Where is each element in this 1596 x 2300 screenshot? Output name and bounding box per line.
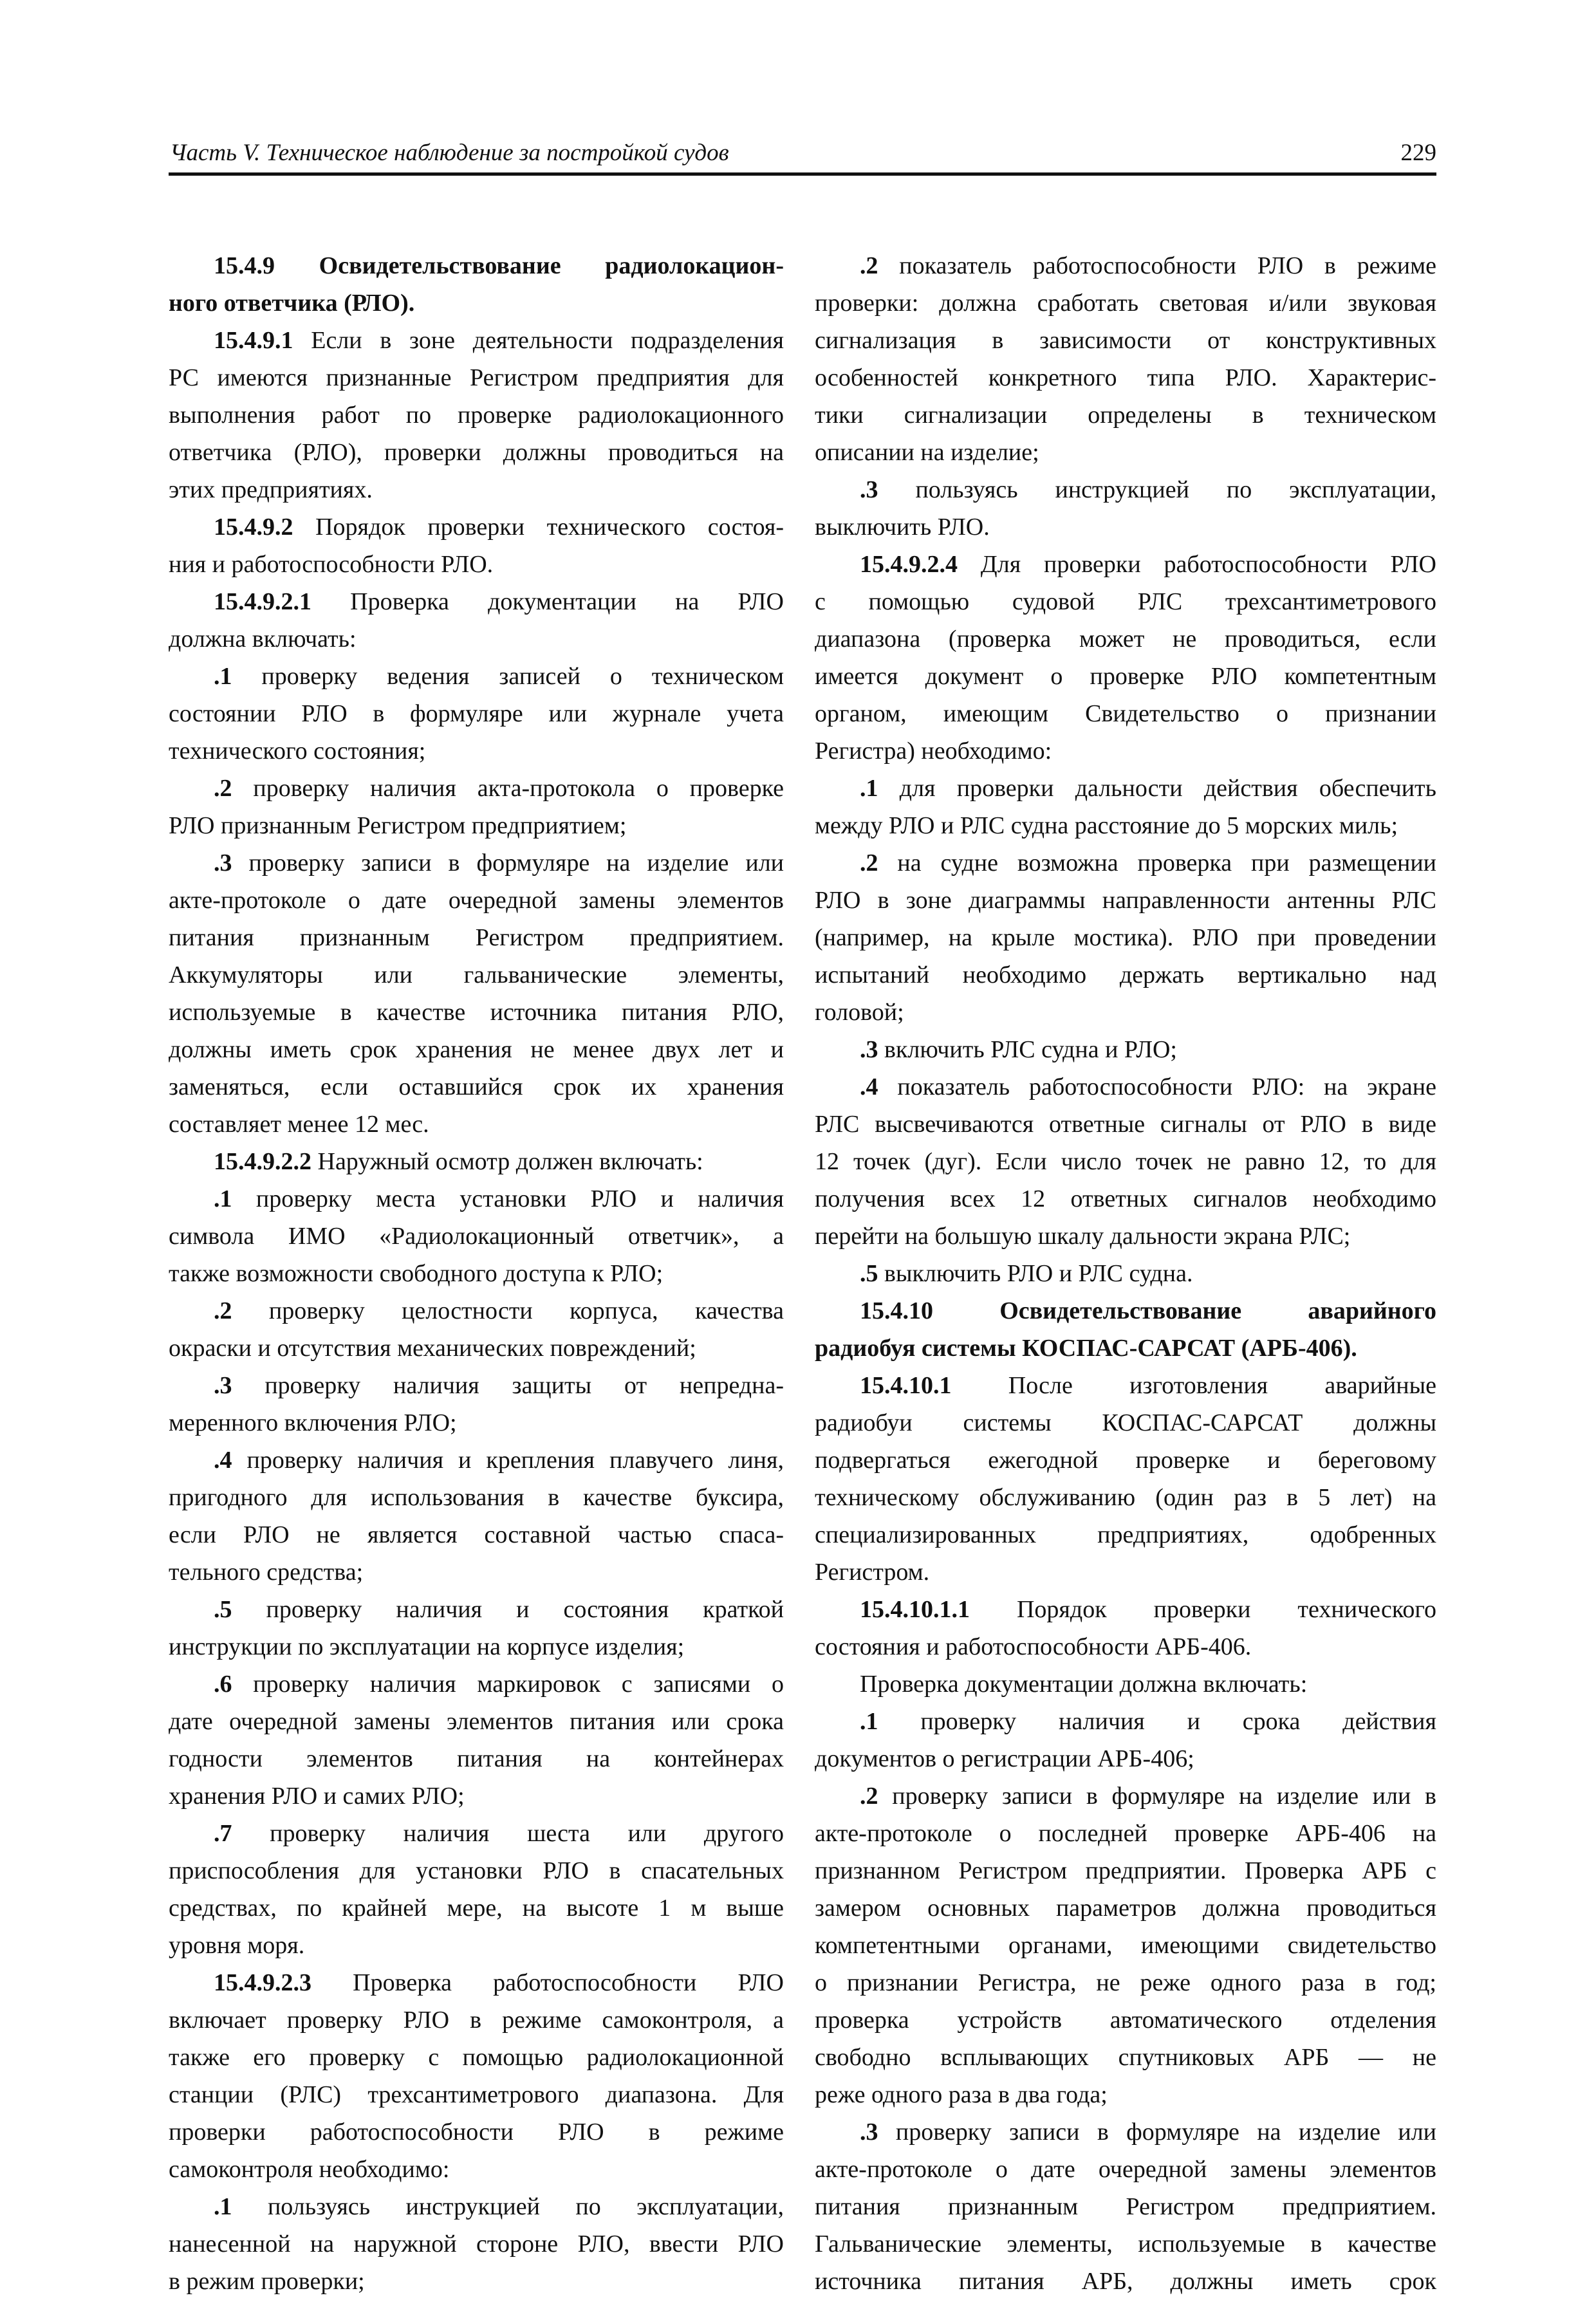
text-run: компетентными органами, имеющими свидетельство xyxy=(815,1932,1436,1959)
text-line xyxy=(815,1330,1436,1367)
text-run: 12 точек (дуг). Если число точек не равно 12, то для xyxy=(815,1148,1436,1175)
page-number: 229 xyxy=(1400,140,1436,166)
text-line xyxy=(815,1479,1436,1516)
bold-text-run: .4 xyxy=(214,1447,232,1474)
text-run: Если в зоне деятельности подразделения xyxy=(293,327,784,354)
text-run: сигнализация в зависимости от конструктивных xyxy=(815,327,1436,354)
text-line xyxy=(169,396,784,434)
text-run: проверку наличия защиты от непредна- xyxy=(232,1372,784,1399)
text-run: уровня моря. xyxy=(169,1932,305,1959)
bold-text-run: 15.4.9.1 xyxy=(214,327,293,354)
text-line xyxy=(169,2076,784,2113)
text-line xyxy=(815,1665,1436,1703)
text-run: описании на изделие; xyxy=(815,439,1039,466)
text-line xyxy=(169,882,784,919)
text-line xyxy=(169,2263,784,2300)
text-line xyxy=(169,1553,784,1591)
text-run: питания признанным Регистром предприятием. xyxy=(815,2193,1436,2220)
text-line xyxy=(169,1404,784,1442)
text-run: заменяться, если оставшийся срок их хранения xyxy=(169,1073,784,1100)
text-run: используемые в качестве источника питания РЛО, xyxy=(169,999,784,1026)
text-run: окраски и отсутствия механических повреждений; xyxy=(169,1335,696,1362)
bold-text-run: .4 xyxy=(860,1073,878,1100)
text-line xyxy=(815,770,1436,807)
text-line xyxy=(815,1964,1436,2001)
text-run: состояния и работоспособности АРБ-406. xyxy=(815,1633,1252,1660)
text-line xyxy=(169,1740,784,1777)
text-run: Проверка документации должна включать: xyxy=(860,1671,1308,1698)
bold-text-run: .1 xyxy=(214,1185,232,1212)
text-run: проверку наличия и состояния краткой xyxy=(232,1596,784,1623)
text-run: выполнения работ по проверке радиолокационного xyxy=(169,402,784,429)
text-line xyxy=(169,2039,784,2076)
bold-text-run: 15.4.10.1.1 xyxy=(860,1596,970,1623)
text-run: специализированных предприятиях, одобренных xyxy=(815,1521,1436,1548)
bold-text-run: 15.4.9.2.2 xyxy=(214,1148,311,1175)
text-line xyxy=(815,2076,1436,2113)
text-run: средствах, по крайней мере, на высоте 1 м выше xyxy=(169,1895,784,1922)
text-run: ответчика (РЛО), проверки должны проводиться на xyxy=(169,439,784,466)
text-line xyxy=(169,1852,784,1889)
bold-text-run: .3 xyxy=(860,476,878,503)
text-line xyxy=(815,919,1436,956)
text-line xyxy=(169,284,784,322)
text-line xyxy=(169,1665,784,1703)
text-run: проверка устройств автоматического отделения xyxy=(815,2007,1436,2034)
text-line xyxy=(169,2225,784,2263)
text-run: на судне возможна проверка при размещении xyxy=(878,849,1436,876)
bold-text-run: 15.4.9.2.1 xyxy=(214,588,311,615)
text-run: Регистра) необходимо: xyxy=(815,737,1052,765)
text-run: перейти на большую шкалу дальности экрана РЛС; xyxy=(815,1223,1351,1250)
bold-text-run: 15.4.9.2.4 xyxy=(860,551,958,578)
text-run: проверку наличия маркировок с записями о xyxy=(232,1671,784,1698)
text-run: проверки: должна сработать световая и/или звуковая xyxy=(815,290,1436,317)
text-line xyxy=(169,1964,784,2001)
text-line xyxy=(815,1777,1436,1815)
text-line xyxy=(815,1740,1436,1777)
text-run: выключить РЛО и РЛС судна. xyxy=(878,1260,1193,1287)
bold-text-run: .1 xyxy=(860,775,878,802)
text-line xyxy=(169,695,784,732)
text-run: Проверка работоспособности РЛО xyxy=(311,1969,784,1996)
text-run: самоконтроля необходимо: xyxy=(169,2156,450,2183)
text-line xyxy=(815,1591,1436,1628)
text-run: акте-протоколе о дате очередной замены элементов xyxy=(815,2156,1436,2183)
text-line xyxy=(169,1068,784,1106)
bold-text-run: .2 xyxy=(860,252,878,279)
text-run: проверку записи в формуляре на изделие или xyxy=(878,2119,1436,2146)
text-line xyxy=(815,1068,1436,1106)
text-line xyxy=(815,1516,1436,1553)
text-run: пригодного для использования в качестве буксира, xyxy=(169,1484,784,1511)
text-line xyxy=(815,471,1436,508)
text-line xyxy=(815,807,1436,844)
text-line xyxy=(815,546,1436,583)
text-run: питания признанным Регистром предприятием. xyxy=(169,924,784,951)
text-run: ния и работоспособности РЛО. xyxy=(169,551,494,578)
text-run: проверки работоспособности РЛО в режиме xyxy=(169,2119,784,2146)
text-run: технического состояния; xyxy=(169,737,426,765)
text-run: также возможности свободного доступа к РЛО; xyxy=(169,1260,663,1287)
text-run: акте-протоколе о последней проверке АРБ-406 на xyxy=(815,1820,1436,1847)
text-line xyxy=(815,1927,1436,1964)
text-run: для проверки дальности действия обеспечить xyxy=(878,775,1436,802)
text-line xyxy=(815,994,1436,1031)
text-line xyxy=(815,620,1436,658)
text-run: состоянии РЛО в формуляре или журнале учета xyxy=(169,700,784,727)
text-line xyxy=(169,2001,784,2039)
text-run: получения всех 12 ответных сигналов необходимо xyxy=(815,1185,1436,1212)
text-line xyxy=(169,1703,784,1740)
text-run: с помощью судовой РЛС трехсантиметрового xyxy=(815,588,1436,615)
text-run: проверку наличия и срока действия xyxy=(878,1708,1436,1735)
text-run: дате очередной замены элементов питания или срока xyxy=(169,1708,784,1735)
text-run: свободно всплывающих спутниковых АРБ — не xyxy=(815,2044,1436,2071)
text-line xyxy=(815,1703,1436,1740)
text-line xyxy=(169,770,784,807)
text-line xyxy=(169,2151,784,2188)
header-rule xyxy=(169,172,1436,176)
bold-text-run: .2 xyxy=(860,1783,878,1810)
text-run: органом, имеющим Свидетельство о признании xyxy=(815,700,1436,727)
text-run: проверку наличия и крепления плавучего линя, xyxy=(232,1447,784,1474)
text-run: проверку записи в формуляре на изделие или xyxy=(232,849,784,876)
text-run: После изготовления аварийные xyxy=(951,1372,1436,1399)
text-line xyxy=(169,807,784,844)
text-line xyxy=(169,546,784,583)
text-run: о признании Регистра, не реже одного раза в год; xyxy=(815,1969,1436,1996)
text-line xyxy=(815,2001,1436,2039)
text-run: должны иметь срок хранения не менее двух лет и xyxy=(169,1036,784,1063)
text-run: показатель работоспособности РЛО в режиме xyxy=(878,252,1436,279)
text-run: выключить РЛО. xyxy=(815,514,990,541)
text-run: Регистром. xyxy=(815,1559,930,1586)
text-run: составляет менее 12 мес. xyxy=(169,1111,429,1138)
bold-text-run: .3 xyxy=(860,1036,878,1063)
text-line xyxy=(815,2151,1436,2188)
text-line xyxy=(169,1255,784,1292)
text-line xyxy=(815,2039,1436,2076)
text-line xyxy=(815,1367,1436,1404)
text-line xyxy=(815,2263,1436,2300)
text-run: между РЛО и РЛС судна расстояние до 5 морских миль; xyxy=(815,812,1398,839)
text-run: пользуясь инструкцией по эксплуатации, xyxy=(232,2193,784,2220)
text-run: РЛС высвечиваются ответные сигналы от РЛО в виде xyxy=(815,1111,1436,1138)
text-run: проверку записи в формуляре на изделие или в xyxy=(878,1783,1436,1810)
text-line xyxy=(169,1777,784,1815)
text-run: годности элементов питания на контейнерах xyxy=(169,1745,784,1772)
text-run: должна включать: xyxy=(169,626,357,653)
text-run: Аккумуляторы или гальванические элементы, xyxy=(169,961,784,988)
text-run: тики сигнализации определены в техническом xyxy=(815,402,1436,429)
text-line xyxy=(169,1628,784,1665)
text-line xyxy=(815,359,1436,396)
text-line xyxy=(169,1180,784,1218)
bold-text-run: .3 xyxy=(860,2119,878,2146)
bold-text-run: .3 xyxy=(214,849,232,876)
text-line xyxy=(169,471,784,508)
text-run: РЛО в зоне диаграммы направленности антенны РЛС xyxy=(815,887,1436,914)
text-run: проверку наличия акта-протокола о проверке xyxy=(232,775,784,802)
bold-text-run: .2 xyxy=(860,849,878,876)
bold-text-run: .2 xyxy=(214,1297,232,1324)
text-line xyxy=(169,732,784,770)
text-line xyxy=(815,396,1436,434)
text-line xyxy=(169,1442,784,1479)
text-line xyxy=(169,2188,784,2225)
text-line xyxy=(815,1143,1436,1180)
bold-text-run: 15.4.10.1 xyxy=(860,1372,952,1399)
text-line xyxy=(169,1815,784,1852)
text-line xyxy=(815,1292,1436,1330)
text-line xyxy=(169,508,784,546)
bold-text-run: .1 xyxy=(214,2193,232,2220)
text-line xyxy=(815,1106,1436,1143)
text-line xyxy=(815,1031,1436,1068)
text-line xyxy=(169,1143,784,1180)
text-run: включает проверку РЛО в режиме самоконтроля, а xyxy=(169,2007,784,2034)
text-run: символа ИМО «Радиолокационный ответчик», а xyxy=(169,1223,784,1250)
text-run: РС имеются признанные Регистром предприятия для xyxy=(169,364,784,391)
text-line xyxy=(815,1815,1436,1852)
text-run: проверку места установки РЛО и наличия xyxy=(232,1185,784,1212)
text-line xyxy=(815,844,1436,882)
text-line xyxy=(815,732,1436,770)
bold-text-run: .5 xyxy=(860,1260,878,1287)
text-line xyxy=(169,2113,784,2151)
text-line xyxy=(169,1106,784,1143)
bold-text-run: .1 xyxy=(860,1708,878,1735)
text-run: станции (РЛС) трехсантиметрового диапазона. Для xyxy=(169,2081,784,2108)
text-line xyxy=(169,1367,784,1404)
text-run: тельного средства; xyxy=(169,1559,364,1586)
text-run: диапазона (проверка может не проводиться, если xyxy=(815,626,1436,653)
text-line xyxy=(169,994,784,1031)
text-line xyxy=(169,247,784,284)
text-run: Гальванические элементы, используемые в качестве xyxy=(815,2230,1436,2258)
text-line xyxy=(815,1180,1436,1218)
bold-text-run: ного ответчика (РЛО). xyxy=(169,290,415,317)
text-line xyxy=(815,956,1436,994)
bold-text-run: 15.4.9.2 xyxy=(214,514,293,541)
text-run: Наружный осмотр должен включать: xyxy=(311,1148,703,1175)
text-line xyxy=(169,1218,784,1255)
text-run: подвергаться ежегодной проверке и береговому xyxy=(815,1447,1436,1474)
text-run: замером основных параметров должна проводиться xyxy=(815,1895,1436,1922)
text-line xyxy=(169,322,784,359)
text-line xyxy=(169,1516,784,1553)
text-run: особенностей конкретного типа РЛО. Характерис- xyxy=(815,364,1436,391)
bold-text-run: радиобуя системы КОСПАС-САРСАТ (АРБ-406). xyxy=(815,1335,1357,1362)
text-run: проверку целостности корпуса, качества xyxy=(232,1297,784,1324)
text-run: признанном Регистром предприятии. Проверка АРБ с xyxy=(815,1857,1436,1884)
bold-text-run: 15.4.9.2.3 xyxy=(214,1969,311,1996)
text-run: Порядок проверки технического xyxy=(970,1596,1436,1623)
text-line xyxy=(169,658,784,695)
text-run: Для проверки работоспособности РЛО xyxy=(958,551,1436,578)
text-line xyxy=(169,844,784,882)
text-line xyxy=(815,1404,1436,1442)
text-line xyxy=(815,583,1436,620)
text-line xyxy=(815,2225,1436,2263)
text-run: нанесенной на наружной стороне РЛО, ввести РЛО xyxy=(169,2230,784,2258)
text-run: имеется документ о проверке РЛО компетентным xyxy=(815,663,1436,690)
bold-text-run: 15.4.10 Освидетельствование аварийного xyxy=(860,1297,1436,1324)
text-line xyxy=(815,284,1436,322)
text-line xyxy=(815,658,1436,695)
text-run: источника питания АРБ, должны иметь срок xyxy=(815,2268,1436,2295)
bold-text-run: 15.4.9 Освидетельствование радиолокацион- xyxy=(214,252,784,279)
text-run: приспособления для установки РЛО в спасательных xyxy=(169,1857,784,1884)
text-line xyxy=(815,1255,1436,1292)
text-run: РЛО признанным Регистром предприятием; xyxy=(169,812,627,839)
text-line xyxy=(169,434,784,471)
text-line xyxy=(815,1442,1436,1479)
text-line xyxy=(815,1218,1436,1255)
text-line xyxy=(169,1927,784,1964)
text-line xyxy=(815,882,1436,919)
text-run: пользуясь инструкцией по эксплуатации, xyxy=(878,476,1436,503)
text-run: хранения РЛО и самих РЛО; xyxy=(169,1783,465,1810)
text-run: Проверка документации на РЛО xyxy=(311,588,784,615)
left-text-column xyxy=(169,247,784,2295)
text-run: радиобуи системы КОСПАС-САРСАТ должны xyxy=(815,1409,1436,1436)
text-run: головой; xyxy=(815,999,904,1026)
text-line xyxy=(815,695,1436,732)
text-line xyxy=(169,583,784,620)
text-run: если РЛО не является составной частью спаса- xyxy=(169,1521,784,1548)
text-run: инструкции по эксплуатации на корпусе изделия; xyxy=(169,1633,685,1660)
text-line xyxy=(815,1852,1436,1889)
text-run: проверку наличия шеста или другого xyxy=(232,1820,784,1847)
text-line xyxy=(169,359,784,396)
bold-text-run: .3 xyxy=(214,1372,232,1399)
text-line xyxy=(169,1889,784,1927)
text-run: (например, на крыле мостика). РЛО при проведении xyxy=(815,924,1436,951)
text-run: в режим проверки; xyxy=(169,2268,365,2295)
text-line xyxy=(815,508,1436,546)
text-run: показатель работоспособности РЛО: на экране xyxy=(878,1073,1436,1100)
text-line xyxy=(169,620,784,658)
text-line xyxy=(169,1330,784,1367)
bold-text-run: .5 xyxy=(214,1596,232,1623)
text-run: испытаний необходимо держать вертикально над xyxy=(815,961,1436,988)
text-run: акте-протоколе о дате очередной замены элементов xyxy=(169,887,784,914)
text-line xyxy=(815,1889,1436,1927)
text-run: этих предприятиях. xyxy=(169,476,373,503)
text-line xyxy=(169,1591,784,1628)
bold-text-run: .6 xyxy=(214,1671,232,1698)
text-line xyxy=(169,1479,784,1516)
text-line xyxy=(815,2113,1436,2151)
text-run: также его проверку с помощью радиолокационной xyxy=(169,2044,784,2071)
text-line xyxy=(815,322,1436,359)
text-line xyxy=(815,2188,1436,2225)
text-line xyxy=(815,247,1436,284)
bold-text-run: .7 xyxy=(214,1820,232,1847)
text-run: документов о регистрации АРБ-406; xyxy=(815,1745,1194,1772)
text-run: меренного включения РЛО; xyxy=(169,1409,457,1436)
bold-text-run: .2 xyxy=(214,775,232,802)
text-line xyxy=(169,956,784,994)
text-line xyxy=(815,434,1436,471)
text-run: включить РЛС судна и РЛО; xyxy=(878,1036,1177,1063)
text-line xyxy=(815,1553,1436,1591)
text-line xyxy=(815,1628,1436,1665)
bold-text-run: .1 xyxy=(214,663,232,690)
text-run: техническому обслуживанию (один раз в 5 лет) на xyxy=(815,1484,1436,1511)
running-title: Часть V. Техническое наблюдение за постройкой судов xyxy=(170,140,729,166)
text-run: реже одного раза в два года; xyxy=(815,2081,1108,2108)
text-line xyxy=(169,1031,784,1068)
text-run: Порядок проверки технического состоя- xyxy=(293,514,784,541)
text-line xyxy=(169,919,784,956)
right-text-column xyxy=(815,247,1436,2295)
text-run: проверку ведения записей о техническом xyxy=(232,663,784,690)
text-line xyxy=(169,1292,784,1330)
